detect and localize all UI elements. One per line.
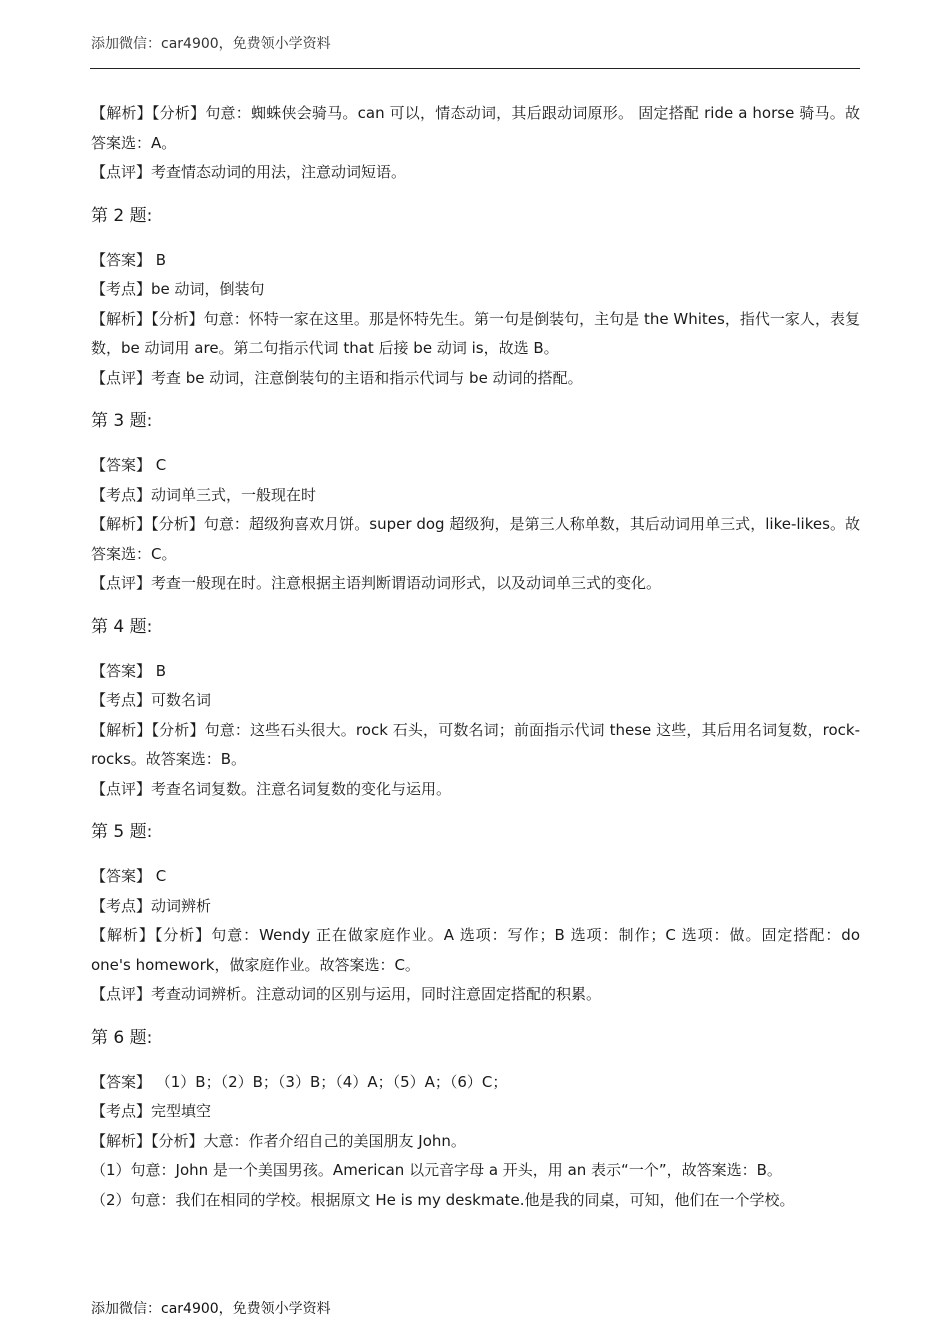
answer-line: 【答案】 B [91, 250, 167, 269]
q1-jiexi: 【解析】【分析】句意：蜘蛛侠会骑马。can 可以，情态动词，其后跟动词原形。 固定搭配 ride a horse 骑马。故答案选：A。 [91, 104, 860, 152]
question-6 [91, 1027, 860, 1216]
answer-line: 【答案】 B [91, 661, 167, 680]
dianping-line: 【点评】考查一般现在时。注意根据主语判断谓语动词形式，以及动词单三式的变化。 [91, 574, 662, 592]
jiexi-line: 【解析】【分析】句意：这些石头很大。rock 石头，可数名词；前面指示代词 these 这些，其后用名词复数，rock-rocks。故答案选：B。 [91, 720, 860, 768]
answer-line: 【答案】 （1）B；（2）B；（3）B；（4）A；（5）A；（6）C； [91, 1072, 508, 1091]
q1-tail [91, 99, 860, 188]
jiexi-line: 【解析】【分析】句意：Wendy 正在做家庭作业。A 选项：写作；B 选项：制作；C 选项：做。固定搭配：do one's homework，做家庭作业。故答案选：C。 [91, 926, 860, 974]
jiexi-line: 【解析】【分析】句意：怀特一家在这里。那是怀特先生。第一句是倒装句，主句是 the Whites，指代一家人，表复数，be 动词用 are。第二句指示代词 that 后接 be 动词 is，故选 B。 [91, 309, 860, 357]
jiexi-line: 【解析】【分析】大意：作者介绍自己的美国朋友 John。 [91, 1131, 466, 1150]
question-2 [91, 205, 860, 394]
question-title: 第 3 题: [91, 411, 153, 431]
kaodian-line: 【考点】完型填空 [91, 1102, 212, 1120]
kaodian-line: 【考点】be 动词，倒装句 [91, 280, 265, 298]
footer-text: 添加微信：car4900，免费领小学资料 [91, 1301, 331, 1317]
header-divider [90, 68, 860, 69]
question-title: 第 2 题: [91, 205, 153, 226]
sub-answer-2: （2）句意：我们在相同的学校。根据原文 He is my deskmate.他是我的同桌，可知，他们在一个学校。 [91, 1190, 795, 1209]
answer-line: 【答案】 C [91, 456, 167, 474]
question-5 [91, 821, 860, 1010]
document-body [91, 99, 860, 1215]
jiexi-line: 【解析】【分析】句意：超级狗喜欢月饼。super dog 超级狗，是第三人称单数，其后动词用单三式，like-likes。故答案选：C。 [91, 515, 860, 563]
question-title: 第 6 题: [91, 1027, 153, 1048]
header-text: 添加微信：car4900，免费领小学资料 [91, 36, 331, 52]
question-4 [91, 616, 860, 805]
q1-dianping: 【点评】考查情态动词的用法，注意动词短语。 [91, 163, 407, 181]
question-title: 第 4 题: [91, 616, 153, 637]
answer-line: 【答案】 C [91, 867, 167, 885]
kaodian-line: 【考点】可数名词 [91, 691, 212, 709]
kaodian-line: 【考点】动词单三式，一般现在时 [91, 485, 317, 504]
sub-answer-1: （1）句意：John 是一个美国男孩。American 以元音字母 a 开头，用 an 表示“一个”，故答案选：B。 [91, 1161, 782, 1179]
question-title: 第 5 题: [91, 822, 153, 842]
dianping-line: 【点评】考查名词复数。注意名词复数的变化与运用。 [91, 779, 452, 798]
question-3 [91, 410, 860, 599]
kaodian-line: 【考点】动词辨析 [91, 896, 212, 915]
dianping-line: 【点评】考查动词辨析。注意动词的区别与运用，同时注意固定搭配的积累。 [91, 985, 602, 1003]
dianping-line: 【点评】考查 be 动词，注意倒装句的主语和指示代词与 be 动词的搭配。 [91, 368, 583, 387]
